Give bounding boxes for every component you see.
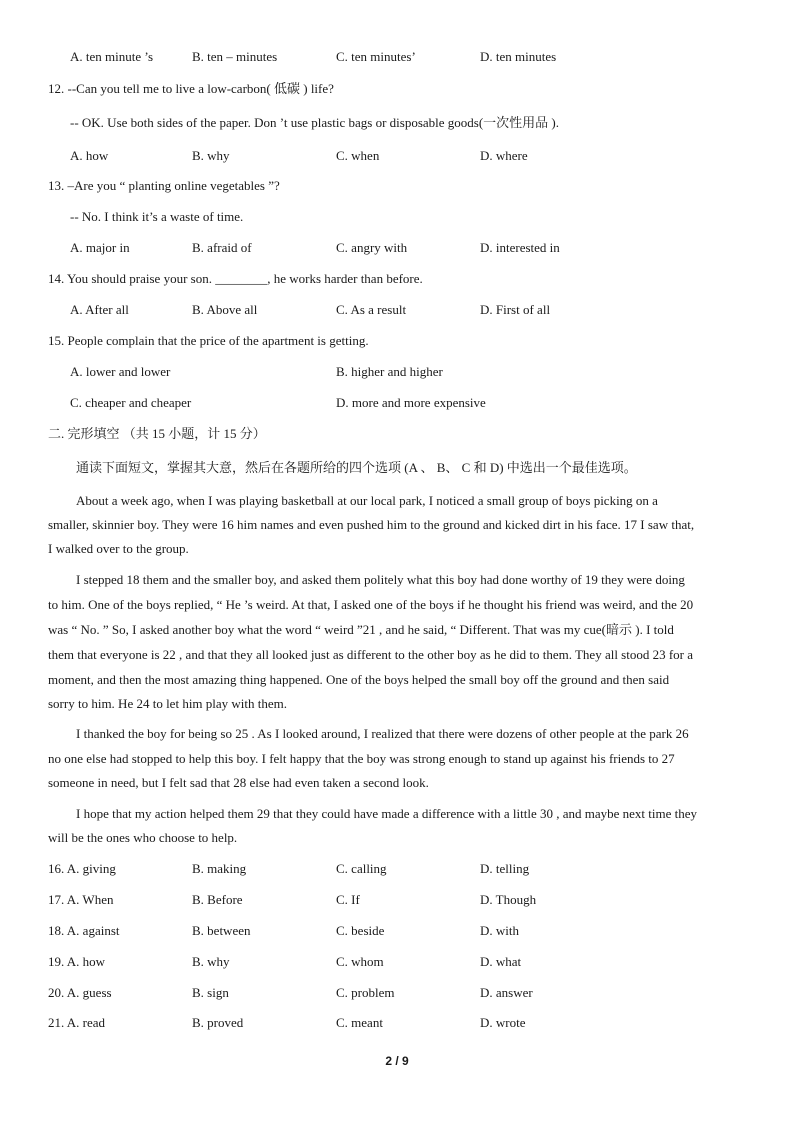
option-d: D. First of all [480, 302, 551, 317]
option-b: B. higher and higher [336, 364, 443, 379]
option-b: B. afraid of [192, 240, 252, 255]
option-b: B. Before [192, 892, 243, 907]
passage-line: them that everyone is 22 , and that they all looked just as different to the other boy as he did to them. They all stood 23 for a [48, 647, 694, 662]
passage-line: About a week ago, when I was playing basketball at our local park, I noticed a small group of boys picking on a [76, 493, 658, 508]
passage-line: I walked over to the group. [48, 541, 189, 556]
question-stem: 14. You should praise your son. ________, he works harder than before. [48, 271, 423, 286]
question-reply: -- No. I think it’s a waste of time. [70, 209, 244, 224]
option-c: C. calling [336, 861, 387, 876]
option-b: B. between [192, 923, 251, 938]
option-c: C. when [336, 148, 380, 163]
option-c: C. whom [336, 954, 384, 969]
question-reply: -- OK. Use both sides of the paper. Don ’t use plastic bags or disposable goods(一次性用品 ). [70, 115, 559, 130]
option-a: A. ten minute ’s [70, 49, 154, 64]
option-a: 19. A. how [48, 954, 106, 969]
question-stem: 15. People complain that the price of the apartment is getting. [48, 333, 369, 348]
option-b: B. why [192, 954, 230, 969]
option-b: B. proved [192, 1015, 244, 1030]
section-instruction: 通读下面短文，掌握其大意，然后在各题所给的四个选项 (A 、 B、 C 和 D) 中选出一个最佳选项。 [76, 460, 637, 475]
option-a: A. lower and lower [70, 364, 171, 379]
option-a: 16. A. giving [48, 861, 116, 876]
option-d: D. more and more expensive [336, 395, 486, 410]
option-b: B. why [192, 148, 230, 163]
option-d: D. answer [480, 985, 533, 1000]
passage-line: to him. One of the boys replied, “ He ’s weird. At that, I asked one of the boys if he thought his friend was weird, and the 20 [48, 597, 694, 612]
option-d: D. Though [480, 892, 537, 907]
page-number: 2 / 9 [385, 1054, 409, 1068]
passage-line: I stepped 18 them and the smaller boy, and asked them politely what this boy had done worthy of 19 they were doing [76, 572, 685, 587]
option-d: D. interested in [480, 240, 560, 255]
passage-line: smaller, skinnier boy. They were 16 him names and even pushed him to the ground and kicked dirt in his face. 17 I saw that, [48, 517, 695, 532]
passage-line: no one else had stopped to help this boy. I felt happy that the boy was strong enough to stand up against his friends to 27 [48, 751, 675, 766]
option-a: 20. A. guess [48, 985, 112, 1000]
option-a: A. After all [70, 302, 129, 317]
passage-line: was “ No. ” So, I asked another boy what the word “ weird ”21 , and he said, “ Different. That was my cue(暗示 ). I told [48, 622, 674, 637]
passage-line: I hope that my action helped them 29 that they could have made a difference with a little 30 , and maybe next time they [76, 806, 698, 821]
option-a: A. how [70, 148, 109, 163]
passage-line: sorry to him. He 24 to let him play with them. [48, 696, 288, 711]
passage-line: I thanked the boy for being so 25 . As I looked around, I realized that there were dozens of other people at the park 26 [76, 726, 689, 741]
option-d: D. ten minutes [480, 49, 557, 64]
option-c: C. problem [336, 985, 395, 1000]
option-c: C. beside [336, 923, 385, 938]
option-a: A. major in [70, 240, 130, 255]
option-c: C. cheaper and cheaper [70, 395, 192, 410]
section-heading: 二. 完形填空 （共 15 小题，计 15 分） [48, 426, 266, 441]
option-d: D. telling [480, 861, 530, 876]
question-stem: 13. –Are you “ planting online vegetables ”? [48, 178, 280, 193]
passage-line: someone in need, but I felt sad that 28 else had even taken a second look. [48, 775, 429, 790]
option-d: D. where [480, 148, 528, 163]
option-c: C. meant [336, 1015, 383, 1030]
passage-line: moment, and then the most amazing thing happened. One of the boys helped the small boy off the ground and then said [48, 672, 670, 687]
option-d: D. with [480, 923, 519, 938]
option-d: D. what [480, 954, 522, 969]
option-c: C. ten minutes’ [336, 49, 416, 64]
option-c: C. If [336, 892, 360, 907]
option-b: B. Above all [192, 302, 258, 317]
option-a: 17. A. When [48, 892, 114, 907]
option-b: B. sign [192, 985, 229, 1000]
question-stem: 12. --Can you tell me to live a low-carbon( 低碳 ) life? [48, 81, 334, 96]
option-b: B. making [192, 861, 247, 876]
option-c: C. angry with [336, 240, 408, 255]
passage-line: will be the ones who choose to help. [48, 830, 238, 845]
option-b: B. ten – minutes [192, 49, 278, 64]
option-d: D. wrote [480, 1015, 526, 1030]
option-a: 21. A. read [48, 1015, 106, 1030]
option-c: C. As a result [336, 302, 407, 317]
option-a: 18. A. against [48, 923, 120, 938]
